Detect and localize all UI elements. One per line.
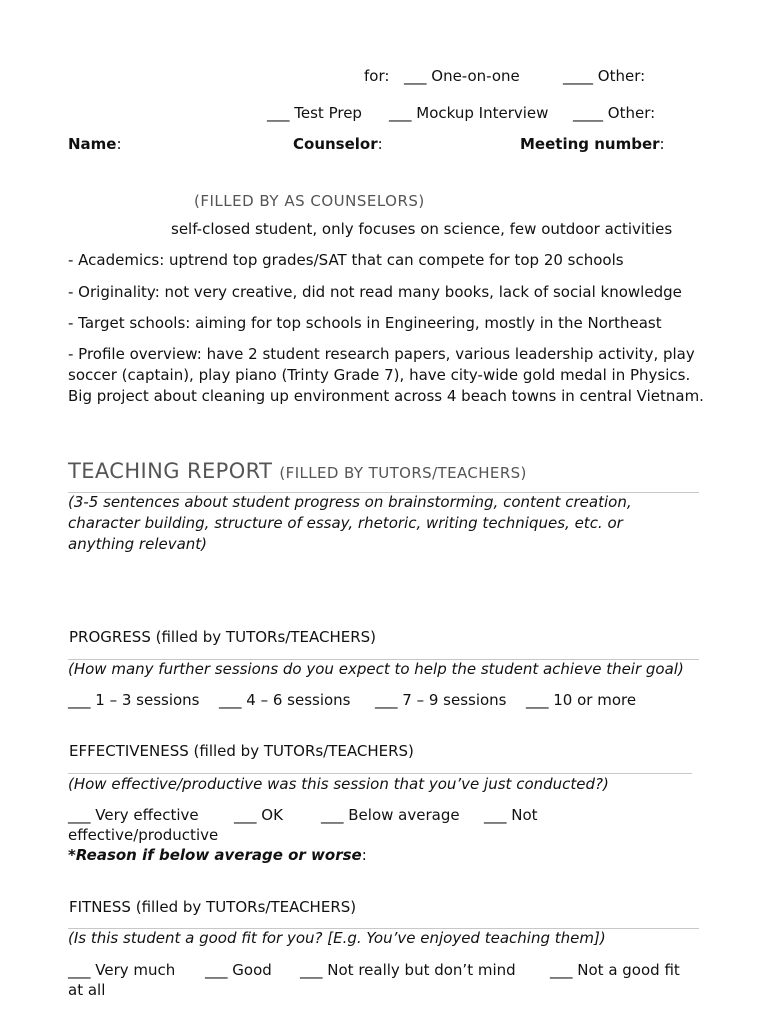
fitness-option-not-really[interactable]: ___ Not really but don’t mind <box>300 961 516 979</box>
effectiveness-question <box>68 774 609 794</box>
fitness-heading: FITNESS (filled by TUTORs/TEACHERS) <box>69 898 357 916</box>
effectiveness-heading: EFFECTIVENESS (filled by TUTORs/TEACHERS) <box>69 742 414 760</box>
progress-question <box>68 659 684 679</box>
progress-question-text: (How many further sessions do you expect to help the student achieve their goal) <box>68 660 684 678</box>
name-field[interactable] <box>68 134 122 154</box>
option-other-2[interactable]: ____ Other: <box>573 104 656 122</box>
name-label: Name <box>68 135 117 153</box>
teaching-report-heading <box>68 458 527 486</box>
target-schools-item: - Target schools: aiming for top schools in Engineering, mostly in the Northeast <box>68 314 662 332</box>
effectiveness-reason-label: *Reason if below average or worse <box>68 846 362 864</box>
progress-option-4-6[interactable]: ___ 4 – 6 sessions <box>219 691 351 709</box>
progress-option-7-9[interactable]: ___ 7 – 9 sessions <box>375 691 507 709</box>
meeting-colon: : <box>659 135 665 153</box>
effectiveness-question-text: (How effective/productive was this session that you’ve just conducted?) <box>68 775 609 793</box>
effectiveness-option-not[interactable]: ___ Not <box>484 806 538 824</box>
teaching-report-title: TEACHING REPORT <box>68 459 273 483</box>
progress-option-1-3[interactable]: ___ 1 – 3 sessions <box>68 691 200 709</box>
counselor-field[interactable] <box>293 134 383 154</box>
teaching-report-subtitle: (FILLED BY TUTORS/TEACHERS) <box>279 464 527 482</box>
meeting-label: Meeting number <box>520 135 660 153</box>
fitness-option-very-much[interactable]: ___ Very much <box>68 961 176 979</box>
counselor-section-subtitle: (FILLED BY AS COUNSELORS) <box>194 192 425 210</box>
progress-option-10-more[interactable]: ___ 10 or more <box>526 691 637 709</box>
meeting-number-field[interactable] <box>520 134 665 154</box>
fitness-question <box>68 928 606 948</box>
fitness-question-text: (Is this student a good fit for you? [E.g. You’ve enjoyed teaching them]) <box>68 929 606 947</box>
originality-item: - Originality: not very creative, did not read many books, lack of social knowledge <box>68 283 682 301</box>
academics-item: - Academics: uptrend top grades/SAT that can compete for top 20 schools <box>68 251 624 269</box>
counselor-colon: : <box>377 135 383 153</box>
name-colon: : <box>116 135 122 153</box>
for-label: for: <box>364 67 390 85</box>
effectiveness-option-below-average[interactable]: ___ Below average <box>321 806 460 824</box>
profile-overview-item: - Profile overview: have 2 student research papers, various leadership activity, play soccer (captain), play piano (Trinty Grade 7), have city-wide gold medal in Physics. Big project about cleaning up environment across 4 beach towns in central Vietnam. <box>68 345 704 405</box>
option-test-prep[interactable]: ___ Test Prep <box>267 104 362 122</box>
option-mockup-interview[interactable]: ___ Mockup Interview <box>389 104 549 122</box>
counselor-summary: self-closed student, only focuses on science, few outdoor activities <box>171 220 673 238</box>
teaching-report-instruction-text: (3-5 sentences about student progress on brainstorming, content creation, character building, structure of essay, rhetoric, writing techniques, etc. or anything relevant) <box>68 493 632 553</box>
effectiveness-option-very-effective[interactable]: ___ Very effective <box>68 806 199 824</box>
option-other-1[interactable]: ____ Other: <box>563 67 646 85</box>
effectiveness-option-not-wrap: effective/productive <box>68 826 219 844</box>
option-one-on-one[interactable]: ___ One-on-one <box>404 67 520 85</box>
effectiveness-reason-field[interactable] <box>68 845 367 865</box>
teaching-report-instruction <box>68 492 688 555</box>
fitness-option-not-good-fit-wrap: at all <box>68 981 106 999</box>
effectiveness-option-ok[interactable]: ___ OK <box>234 806 283 824</box>
effectiveness-reason-colon: : <box>361 846 367 864</box>
progress-heading: PROGRESS (filled by TUTORs/TEACHERS) <box>69 628 376 646</box>
fitness-option-good[interactable]: ___ Good <box>205 961 272 979</box>
counselor-label: Counselor <box>293 135 378 153</box>
fitness-option-not-good-fit[interactable]: ___ Not a good fit <box>550 961 680 979</box>
